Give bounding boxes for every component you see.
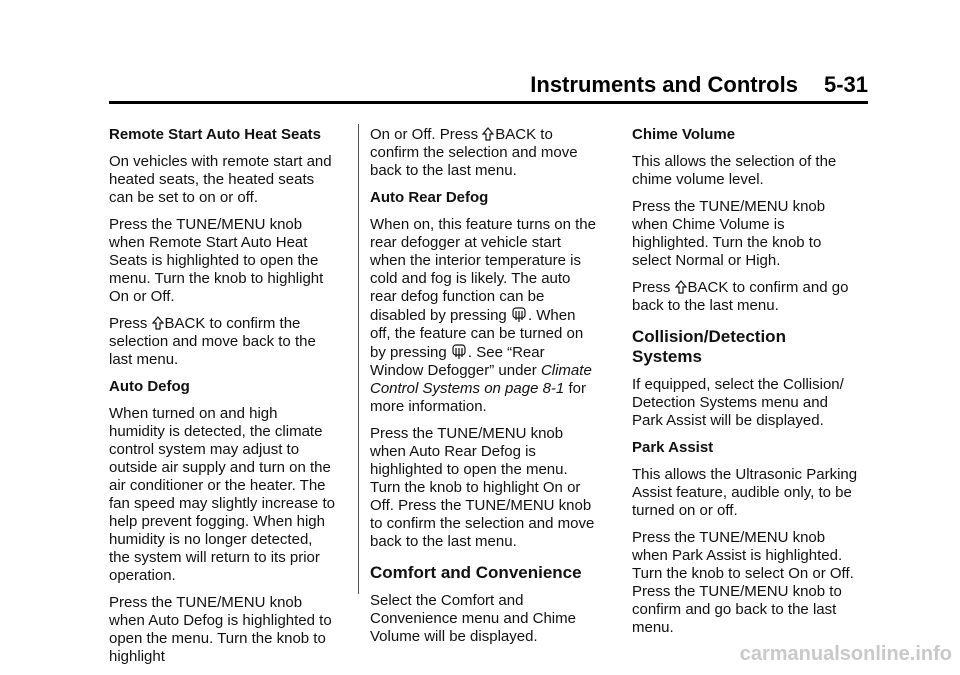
- comfort-convenience-paragraph: Select the Comfort and Convenience menu and Chime Volume will be displayed.: [370, 592, 576, 645]
- cross-reference-link[interactable]: Climate Control Systems on page 8-1: [370, 362, 592, 397]
- back-arrow-icon: [675, 280, 687, 294]
- chime-volume-heading: Chime Volume: [632, 126, 736, 143]
- column-3: [632, 126, 860, 646]
- chime-volume-paragraph-3: Press BACK to confirm and go back to the last menu.: [632, 279, 849, 314]
- column-divider: [358, 124, 359, 594]
- watermark: carmanualsonline.info: [739, 643, 952, 665]
- column-1: [109, 126, 337, 675]
- page-header: [530, 72, 868, 98]
- auto-rear-defog-paragraph-2: Press the TUNE/MENU knob when Auto Rear Defog is highlighted to open the menu. Turn the knob to highlight On or Off. Press the TUNE/MENU knob to confirm the selection and move back to the last menu.: [370, 425, 595, 550]
- auto-defog-heading: Auto Defog: [109, 378, 190, 395]
- auto-defog-paragraph-1: When turned on and high humidity is detected, the climate control system may adjust to outside air supply and turn on the air conditioner or the heater. The fan speed may slightly increase to help prevent fogging. When high humidity is no longer detected, the system will return to its prior operation.: [109, 405, 335, 584]
- park-assist-paragraph-2: Press the TUNE/MENU knob when Park Assist is highlighted. Turn the knob to select On or Off. Press the TUNE/MENU knob to confirm and go back to the last menu.: [632, 529, 854, 636]
- back-arrow-icon: [152, 316, 164, 330]
- auto-defog-paragraph-2: Press the TUNE/MENU knob when Auto Defog is highlighted to open the menu. Turn the knob to highlight: [109, 594, 332, 665]
- auto-rear-defog-paragraph-1: When on, this feature turns on the rear defogger at vehicle start when the interior temperature is cold and fog is likely. The auto rear defog function can be disabled by pressing . When off, the feature can be turned on by pressing . See “Rear Window Defogger” under Climate Control Systems on page 8-1 for more information.: [370, 216, 596, 415]
- rear-defog-icon: [511, 306, 527, 324]
- header-rule: [109, 101, 868, 104]
- rear-defog-icon: [451, 343, 467, 361]
- remote-start-paragraph-1: On vehicles with remote start and heated seats, the heated seats can be set to on or off.: [109, 153, 332, 206]
- collision-detection-heading: Collision/Detection Systems: [632, 327, 786, 366]
- column-2: [370, 126, 598, 655]
- comfort-convenience-heading: Comfort and Convenience: [370, 563, 582, 582]
- park-assist-paragraph-1: This allows the Ultrasonic Parking Assist feature, audible only, to be turned on or off.: [632, 466, 858, 519]
- section-title: Instruments and Controls: [530, 72, 798, 97]
- back-arrow-icon: [482, 127, 494, 141]
- continued-paragraph: On or Off. Press BACK to confirm the selection and move back to the last menu.: [370, 126, 578, 179]
- remote-start-paragraph-2: Press the TUNE/MENU knob when Remote Start Auto Heat Seats is highlighted to open the menu. Turn the knob to highlight On or Off.: [109, 216, 324, 305]
- auto-rear-defog-heading: Auto Rear Defog: [370, 189, 489, 206]
- remote-start-paragraph-3: Press BACK to confirm the selection and move back to the last menu.: [109, 315, 316, 368]
- park-assist-heading: Park Assist: [632, 439, 714, 456]
- page-number: 5-31: [823, 72, 868, 97]
- chime-volume-paragraph-2: Press the TUNE/MENU knob when Chime Volume is highlighted. Turn the knob to select Normal or High.: [632, 198, 826, 269]
- chime-volume-paragraph-1: This allows the selection of the chime volume level.: [632, 153, 837, 188]
- remote-start-heading: Remote Start Auto Heat Seats: [109, 126, 321, 143]
- collision-detection-paragraph: If equipped, select the Collision/ Detection Systems menu and Park Assist will be displayed.: [632, 376, 844, 429]
